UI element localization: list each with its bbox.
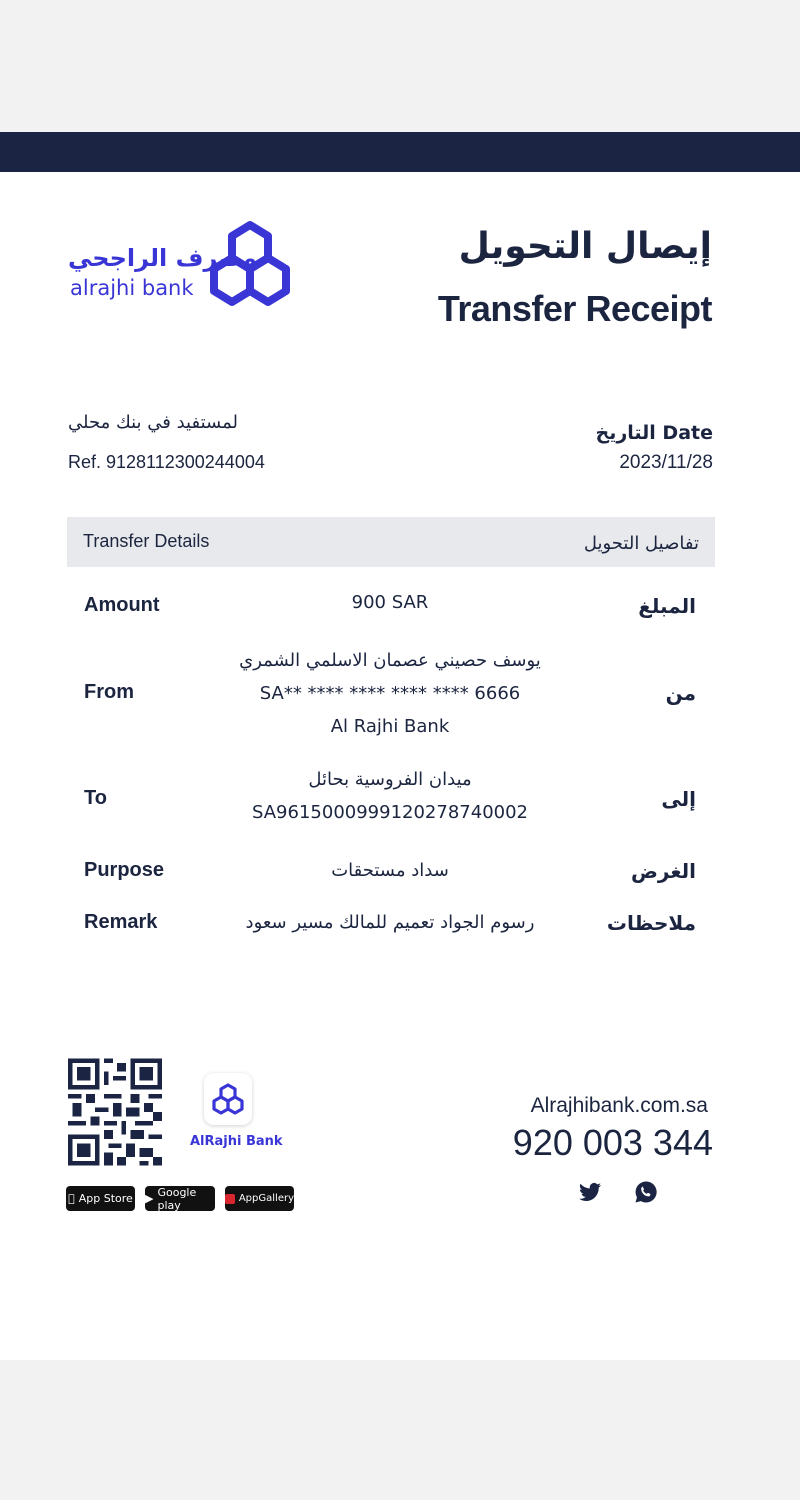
to-value xyxy=(190,763,590,829)
title-english: Transfer Receipt xyxy=(437,288,712,329)
beneficiary-type: لمستفيد في بنك محلي xyxy=(68,412,238,433)
to-label-english: To xyxy=(84,787,107,809)
alrajhi-logo-icon xyxy=(207,220,293,316)
amount-label-arabic: المبلغ xyxy=(638,594,696,618)
app-tile[interactable] xyxy=(204,1073,252,1125)
remark-value xyxy=(190,906,590,939)
from-iban: SA** **** **** **** **** 6666 xyxy=(259,683,521,704)
app-store-label: App Store xyxy=(75,1192,130,1205)
app-logo-icon xyxy=(204,1073,252,1125)
remark-label-english: Remark xyxy=(84,911,158,933)
app-gallery-label: AppGallery xyxy=(238,1193,294,1204)
purpose-label-arabic: الغرض xyxy=(631,859,696,883)
purpose-label-english: Purpose xyxy=(84,859,165,881)
purpose-value-line: سداد مستحقات xyxy=(331,860,449,881)
amount-value-line: 900 SAR xyxy=(351,592,429,613)
apple-icon xyxy=(68,1192,75,1205)
date-label: التاريخ Date xyxy=(595,422,713,444)
title-arabic: إيصال التحويل xyxy=(458,226,712,267)
app-store-badge[interactable] xyxy=(66,1186,135,1211)
reference-number: Ref. 9128112300244004 xyxy=(68,452,265,472)
google-play-icon: ▶ xyxy=(145,1192,154,1205)
from-name: يوسف حصيني عصمان الاسلمي الشمري xyxy=(239,650,541,671)
remark-value-line: رسوم الجواد تعميم للمالك مسير سعود xyxy=(245,912,535,933)
date-value: 2023/11/28 xyxy=(619,452,713,473)
twitter-icon[interactable] xyxy=(578,1180,602,1204)
details-header-arabic: تفاصيل التحويل xyxy=(583,533,699,554)
from-bank: Al Rajhi Bank xyxy=(330,716,450,737)
from-label-english: From xyxy=(84,681,134,703)
transfer-details-header xyxy=(67,517,715,567)
huawei-icon xyxy=(225,1194,235,1204)
google-play-badge[interactable] xyxy=(145,1186,215,1211)
amount-value xyxy=(190,586,590,619)
details-header-english: Transfer Details xyxy=(83,531,210,551)
website-link[interactable]: Alrajhibank.com.sa xyxy=(530,1094,708,1117)
amount-label-english: Amount xyxy=(84,594,160,616)
purpose-value xyxy=(190,854,590,887)
phone-number[interactable]: 920 003 344 xyxy=(512,1122,713,1163)
google-play-label: Google play xyxy=(157,1185,197,1212)
from-value xyxy=(190,644,590,743)
to-iban: SA9615000999120278740002 xyxy=(251,802,529,823)
to-name: ميدان الفروسية بحائل xyxy=(308,769,472,790)
brand-name-arabic: مصرف الراجحي xyxy=(68,244,257,272)
qr-code-icon[interactable] xyxy=(68,1058,162,1166)
app-name: AlRajhi Bank xyxy=(190,1134,283,1149)
app-gallery-badge[interactable] xyxy=(225,1186,294,1211)
top-banner xyxy=(0,132,800,172)
whatsapp-icon[interactable] xyxy=(634,1180,658,1204)
from-label-arabic: من xyxy=(665,681,696,705)
brand-name-english: alrajhi bank xyxy=(70,276,194,300)
remark-label-arabic: ملاحظات xyxy=(606,911,696,935)
to-label-arabic: إلى xyxy=(661,787,696,811)
